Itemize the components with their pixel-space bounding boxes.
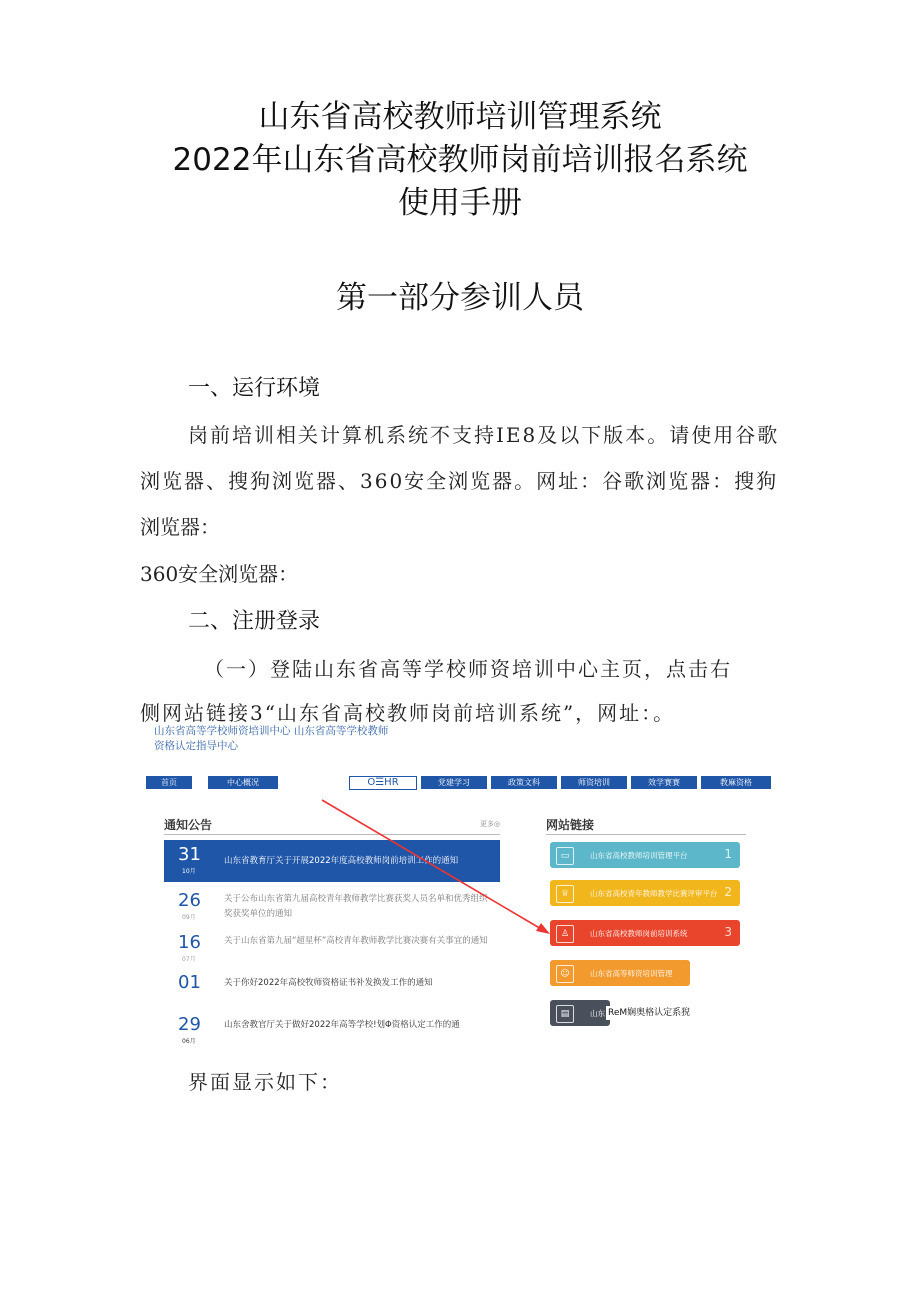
book-icon: ▤ [556, 1005, 574, 1023]
link-tooltip: ReM娴奥格认定系猊 [608, 1008, 691, 1018]
notice-month: 06月 [182, 1038, 196, 1045]
link-text: 山东省高校青年教师教学比赛评审平台 [590, 889, 718, 898]
link-text: 山东省高校教师岗前培训系统 [590, 929, 688, 938]
doc-title-line1: 山东省高校教师培训管理系统 [258, 99, 662, 135]
teacher-icon: ♙ [556, 925, 574, 943]
notice-day: 16 [178, 932, 201, 953]
notice-day: 01 [178, 972, 201, 993]
notice-heading: 通知公告 [164, 818, 213, 832]
arrow-head [536, 923, 550, 934]
nav-policy[interactable]: 政策文科 [491, 776, 557, 789]
nav-training[interactable]: 师资培训 [561, 776, 627, 789]
notice-day: 29 [178, 1014, 201, 1035]
section1-para1-line2: 浏览器、搜狗浏览器、360安全浏览器。网址：谷歌浏览器：搜狗 [140, 469, 779, 493]
section2-heading: 二、注册登录 [188, 609, 321, 634]
monitor-icon: ▭ [556, 847, 574, 865]
trophy-icon: ♕ [556, 885, 574, 903]
link-number: 1 [724, 847, 732, 861]
doc-title-line2: 2022年山东省高校教师岗前培训报名系统 [172, 142, 748, 178]
notice-month: 10月 [182, 868, 196, 875]
site-title-line1: 山东省高等学校师资培训中心 山东省高等学校教师 [154, 725, 389, 737]
section2-para1-line1: （一）登陆山东省高等学校师资培训中心主页，点击右 [204, 657, 732, 681]
section1-para1-line3: 浏览器： [140, 515, 220, 539]
people-icon: ☺ [556, 965, 574, 983]
link-number: 3 [724, 925, 732, 939]
links-heading: 网站链接 [546, 818, 595, 832]
notice-text: 山东省教育厅关于开展2022年度高校教师岗前培训工作的通知 [224, 856, 459, 866]
doc-title-line3: 使用手册 [398, 185, 522, 221]
section1-para2: 360安全浏览器： [140, 562, 299, 586]
notice-text: 关于你好2022年高校牧师资格证书补发换发工作的通知 [224, 978, 433, 988]
notice-day: 31 [178, 844, 201, 865]
arrow-line [322, 800, 543, 930]
notice-text: 关于山东省第九届“超星杯”高校青年教师教学比赛决赛有关事宜的通知 [224, 936, 488, 946]
red-arrow-annotation [140, 724, 780, 1054]
nav-home[interactable]: 首页 [146, 776, 192, 789]
link-number: 2 [724, 885, 732, 899]
website-screenshot [140, 724, 780, 1054]
site-title-line2: 资格认定指导中心 [154, 740, 238, 752]
nav-party-study[interactable]: 党建学习 [421, 776, 487, 789]
section2-para1-line2: 侧网站链接3“山东省高校教师岗前培训系统”，网址：。 [140, 701, 676, 725]
link-text: 山东省高校教师培训管理平台 [590, 851, 688, 860]
nav-qualification[interactable]: 教麻资格 [701, 776, 771, 789]
notice-day: 26 [178, 890, 201, 911]
link-text: 山东省高等师资培训管理 [590, 969, 673, 978]
link-text: 山东 [590, 1009, 605, 1018]
section1-heading: 一、运行环境 [188, 376, 321, 401]
after-screenshot-text: 界面显示如下： [188, 1070, 342, 1094]
more-link[interactable]: 更多◎ [480, 820, 501, 828]
notice-text: 山东舍教官厅关于做好2022年高等学校!划Φ资格认定工作的通 [224, 1020, 460, 1030]
nav-center-overview[interactable]: 中心概况 [208, 776, 278, 789]
section1-para1-line1: 岗前培训相关计算机系统不支持IE8及以下版本。请使用谷歌 [188, 423, 780, 447]
notice-month: 09月 [182, 914, 196, 921]
notice-month: 07月 [182, 956, 196, 963]
notice-text: 关于公布山东省第九届高校青年教师教学比赛获奖人员名单和优秀组织奖获奖单位的通知 [224, 894, 488, 919]
nav-competition[interactable]: 效学赛赛 [631, 776, 697, 789]
part-title: 第一部分参训人员 [336, 280, 584, 316]
nav-highlight[interactable]: O☰HR [349, 776, 417, 790]
